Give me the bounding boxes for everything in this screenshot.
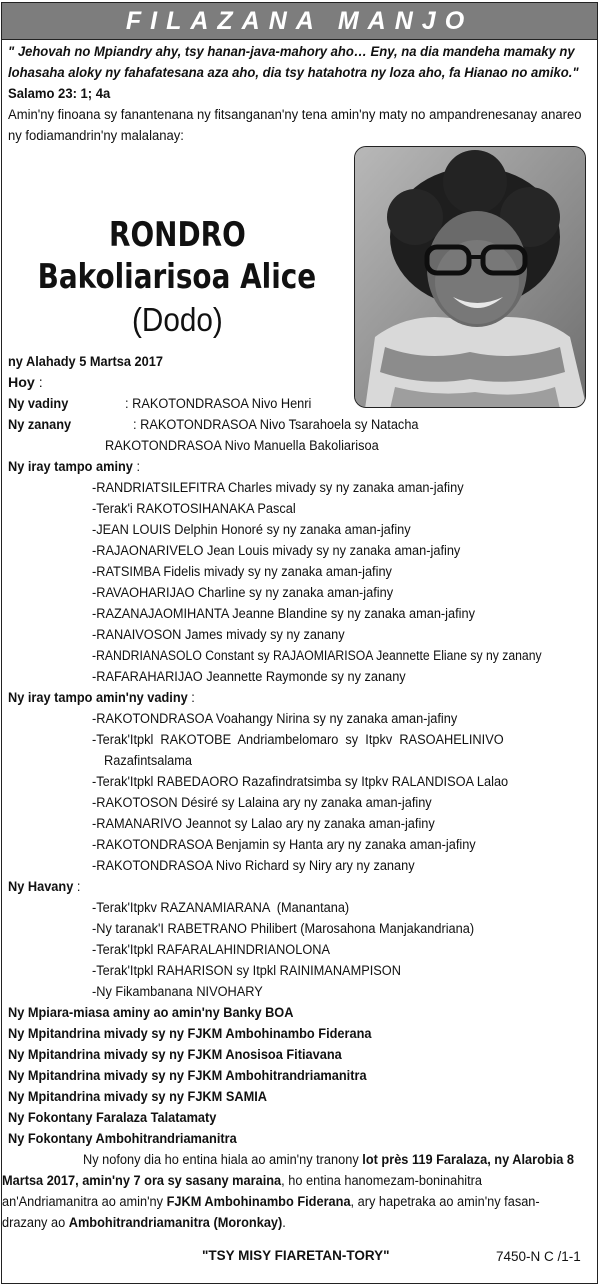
relatives-label: Ny Havany	[8, 879, 74, 895]
footer-quote: "TSY MISY FIARETAN-TORY"	[202, 1248, 390, 1263]
closing-text: Ny nofony dia ho entina hiala ao amin'ny tranony	[83, 1152, 363, 1168]
sibling-item: -RAFARAHARIJAO Jeannette Raymonde sy ny zanany	[92, 669, 406, 685]
sibling-item: -RAZANAJAOMIHANTA Jeanne Blandine sy ny zanaka aman-jafiny	[92, 606, 475, 622]
sibling-item: -RANAIVOSON James mivady sy ny zanany	[92, 627, 345, 643]
sibling-item: -RAVAOHARIJAO Charline sy ny zanaka aman-jafiny	[92, 585, 394, 601]
relative-item: -Terak'Itpkl RAFARALAHINDRIANOLONA	[92, 942, 331, 958]
closing-church: FJKM Ambohinambo Fiderana	[166, 1194, 351, 1210]
closing-text-4: .	[282, 1215, 286, 1231]
deceased-surname: RONDRO	[108, 215, 246, 255]
sibling-item: -RANDRIATSILEFITRA Charles mivady sy ny zanaka aman-jafiny	[92, 480, 464, 496]
hoy-line: Hoy :	[8, 375, 43, 391]
bible-verse	[8, 42, 591, 105]
organization-item: Ny Mpiara-miasa aminy ao amin'ny Banky BOA	[8, 1005, 294, 1021]
closing-text-2: , ho entina hanomezam-boninahitra an'Andriamanitra ao amin'ny	[2, 1173, 483, 1210]
spouse-sibling-item-cont: Razafintsalama	[104, 753, 193, 769]
organization-item: Ny Mpitandrina mivady sy ny FJKM Ambohinambo Fiderana	[8, 1026, 372, 1042]
siblings-label: Ny iray tampo aminy	[8, 459, 133, 475]
spouse-value: : RAKOTONDRASOA Nivo Henri	[125, 396, 312, 412]
sibling-item: -RANDRIANASOLO Constant sy RAJAOMIARISOA Jeannette Eliane sy ny zanany	[92, 648, 542, 664]
spouse-sibling-item: -RAKOTONDRASOA Nivo Richard sy Niry ary ny zanany	[92, 858, 415, 874]
obituary-notice	[1, 2, 598, 1284]
closing-paragraph	[2, 1150, 578, 1234]
notice-title: FILAZANA MANJO	[125, 6, 474, 35]
organization-item: Ny Mpitandrina mivady sy ny FJKM Anosisoa Fitiavana	[8, 1047, 342, 1063]
children-label: Ny zanany	[8, 417, 72, 433]
organization-item: Ny Fokontany Ambohitrandriamanitra	[8, 1131, 237, 1147]
deceased-nickname: (Dodo)	[131, 301, 223, 338]
organization-item: Ny Mpitandrina mivady sy ny FJKM SAMIA	[8, 1089, 267, 1105]
sibling-item: -RAJAONARIVELO Jean Louis mivady sy ny zanaka aman-jafiny	[92, 543, 461, 559]
intro-text: Amin'ny finoana sy fanantenana ny fitsanganan'ny tena amin'ny maty no ampandrenesanay anareo ny fodiamandrin'ny malalanay:	[8, 107, 582, 144]
verse-reference: Salamo 23: 1; 4a	[8, 86, 111, 102]
spouse-siblings-heading: Ny iray tampo amin'ny vadiny :	[8, 690, 195, 706]
organization-item: Ny Mpitandrina mivady sy ny FJKM Ambohitrandriamanitra	[8, 1068, 367, 1084]
notice-body	[2, 40, 597, 1231]
hoy-label: Hoy	[8, 375, 35, 391]
closing-lot: lot près 119 Faralaza, ny Alarobia 8 Martsa 2017, amin'ny 7 ora sy sasany maraina	[2, 1152, 575, 1189]
relative-item: -Ny Fikambanana NIVOHARY	[92, 984, 263, 1000]
sibling-item: -JEAN LOUIS Delphin Honoré sy ny zanaka aman-jafiny	[92, 522, 411, 538]
children-line	[8, 415, 71, 436]
spouse-sibling-item: -RAKOTONDRASOA Voahangy Nirina sy ny zanaka aman-jafiny	[92, 711, 458, 727]
relatives-heading: Ny Havany :	[8, 879, 81, 895]
deceased-given-names: Bakoliarisoa Alice	[37, 257, 317, 297]
death-date: ny Alahady 5 Martsa 2017	[8, 354, 163, 370]
sibling-item: -RATSIMBA Fidelis mivady sy ny zanaka aman-jafiny	[92, 564, 392, 580]
siblings-heading: Ny iray tampo aminy :	[8, 459, 141, 475]
spouse-sibling-item: -RAKOTOSON Désiré sy Lalaina ary ny zanaka aman-jafiny	[92, 795, 432, 811]
relative-item: -Terak'Itpkl RAHARISON sy Itpkl RAINIMANAMPISON	[92, 963, 401, 979]
spouse-siblings-label: Ny iray tampo amin'ny vadiny	[8, 690, 188, 706]
organization-item: Ny Fokontany Faralaza Talatamaty	[8, 1110, 217, 1126]
relative-item: -Terak'Itpkv RAZANAMIARANA (Manantana)	[92, 900, 350, 916]
spouse-sibling-item: -Terak'Itpkl RAKOTOBE Andriambelomaro sy Itpkv RASOAHELINIVO	[92, 732, 504, 748]
footer-reference: 7450-N C /1-1	[496, 1249, 581, 1264]
closing-text-3: , ary hapetraka ao amin'ny fasan-drazany ao	[2, 1194, 540, 1231]
spouse-sibling-item: -RAMANARIVO Jeannot sy Lalao ary ny zanaka aman-jafiny	[92, 816, 435, 832]
notice-header	[2, 3, 597, 40]
closing-place: Ambohitrandriamanitra (Moronkay)	[68, 1215, 283, 1231]
spouse-label: Ny vadiny	[8, 396, 69, 412]
relative-item: -Ny taranak'I RABETRANO Philibert (Marosahona Manjakandriana)	[92, 921, 475, 937]
portrait-photo-icon	[355, 147, 586, 408]
children-value-1: : RAKOTONDRASOA Nivo Tsarahoela sy Natacha	[133, 417, 419, 433]
spouse-sibling-item: -RAKOTONDRASOA Benjamin sy Hanta ary ny zanaka aman-jafiny	[92, 837, 476, 853]
children-value-2: RAKOTONDRASOA Nivo Manuella Bakoliarisoa	[105, 438, 379, 454]
sibling-item: -Terak'i RAKOTOSIHANAKA Pascal	[92, 501, 296, 517]
deceased-photo	[354, 146, 586, 408]
spouse-sibling-item: -Terak'Itpkl RABEDAORO Razafindratsimba sy Itpkv RALANDISOA Lalao	[92, 774, 509, 790]
deceased-name-block	[2, 214, 352, 342]
spouse-line	[8, 394, 68, 415]
verse-quote: " Jehovah no Mpiandry ahy, tsy hanan-java-mahory aho… Eny, na dia mandeha mamaky ny lohasaha aloky ny fahafatesana aza aho, dia tsy hatahotra ny loza aho, fa Hianao no amiko."	[8, 44, 579, 81]
